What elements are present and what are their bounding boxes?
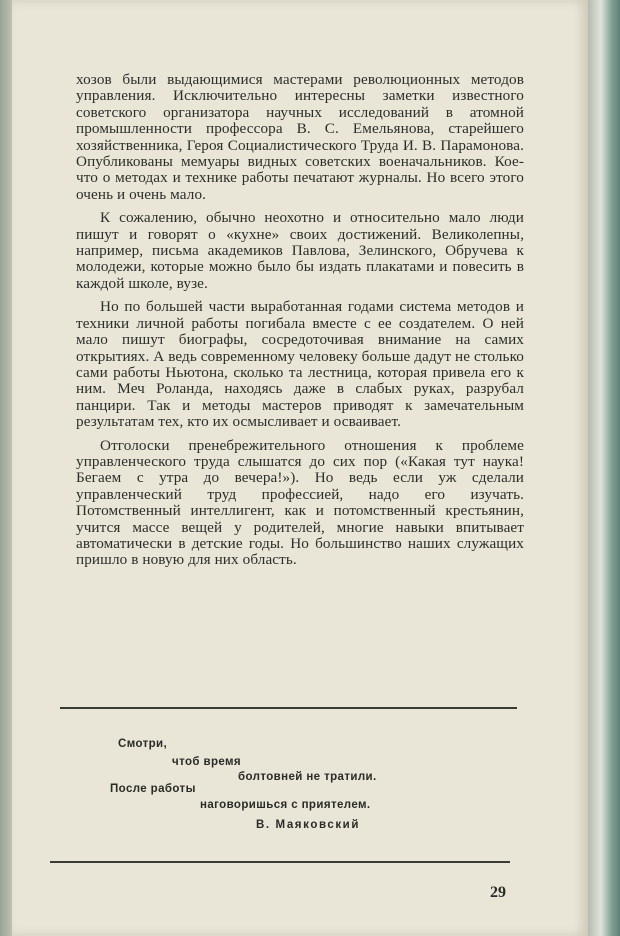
paragraph-1: хозов были выдающимися мастерами революционных методов управления. Исключительно интересны заметки известного советского организатора научных исследований в атомной промышленности профессора В. С. Емельянова, старейшего хозяйственника, Героя Социалистического Труда И. В. Парамонова. Опубликованы мемуары видных советских военачальников. Кое-что о методах и технике работы печатают журналы. Но всего этого очень и очень мало. — [76, 71, 524, 203]
page-number: 29 — [490, 884, 506, 901]
body-text — [76, 72, 524, 576]
epigraph-line-2: чтоб время — [172, 756, 242, 768]
paragraph-2: К сожалению, обычно неохотно и относительно мало люди пишут и говорят о «кухне» своих достижений. Великолепны, например, письма академиков Павлова, Зелинского, Обручева к молодежи, которые можно было бы издать плакатами и повесить в каждой школе, вузе. — [76, 209, 524, 292]
epigraph-line-5: наговоришься с приятелем. — [200, 799, 371, 811]
epigraph-rule-bottom — [50, 861, 510, 863]
epigraph-line-3: болтовней не тратили. — [238, 771, 377, 783]
page-edge — [588, 0, 620, 936]
epigraph-author: В. Маяковский — [256, 819, 361, 831]
paragraph-3: Но по большей части выработанная годами система методов и техники личной работы погибала вместе с ее создателем. О ней мало пишут биографы, сосредоточивая внимание на самих открытиях. А ведь современному человеку больше дадут не столько сами работы Ньютона, сколько та лестница, которая привела его к ним. Меч Роланда, находясь даже в слабых руках, разрубал панцири. Так и методы мастеров приводят к замечательным результатам тех, кто их осмысливает и осваивает. — [76, 298, 524, 431]
epigraph-line-4: После работы — [110, 783, 196, 795]
epigraph-line-1: Смотри, — [118, 738, 168, 750]
epigraph-rule-top — [60, 707, 517, 709]
paragraph-4: Отголоски пренебрежительного отношения к проблеме управленческого труда слышатся до сих пор («Какая тут наука! Бегаем с утра до вечера!»). Но ведь если уж сделали управленческий труд профессией, надо его изучать. Потомственный интеллигент, как и потомственный крестьянин, учится массе вещей у родителей, многие навыки впитывает автоматически в детские годы. Но большинство наших служащих пришло в новую для них область. — [76, 436, 524, 569]
